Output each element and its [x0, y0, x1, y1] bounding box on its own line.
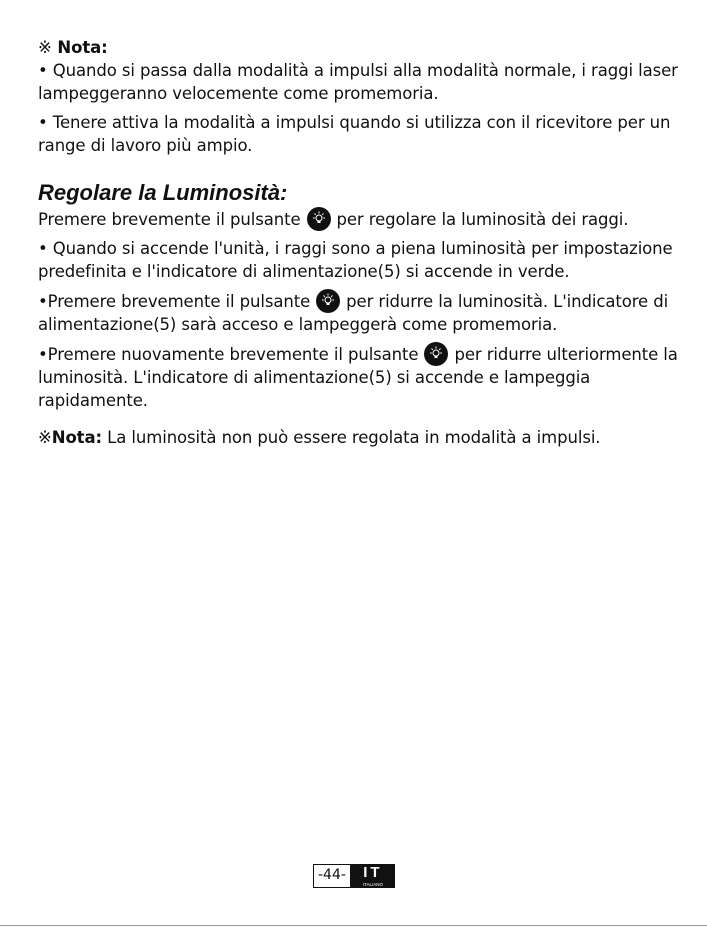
note-marker: ※	[38, 38, 52, 57]
manual-page	[38, 36, 678, 449]
note-2	[38, 426, 678, 449]
brightness-button-icon	[316, 289, 340, 313]
note2-label: Nota:	[51, 428, 102, 447]
language-code: IT	[363, 864, 383, 881]
section-title: Regolare la Luminosità:	[38, 180, 288, 205]
note-heading	[38, 36, 678, 59]
section-bullet-2	[38, 289, 678, 336]
bullet3-before: •Premere nuovamente brevemente il pulsante	[38, 345, 419, 364]
page-footer	[313, 864, 395, 888]
bullet2-after: per ridurre la luminosità. L'indicatore di alimentazione(5) sarà acceso e lampeggerà come promemoria.	[38, 292, 669, 334]
section-bullet-3	[38, 342, 678, 412]
note2-marker: ※	[38, 428, 52, 447]
note-bullet-2: • Tenere attiva la modalità a impulsi quando si utilizza con il ricevitore per un range di lavoro più ampio.	[38, 113, 671, 155]
note-label: Nota:	[57, 38, 108, 57]
bottom-rule	[0, 925, 707, 926]
section-intro	[38, 207, 678, 231]
brightness-button-icon	[307, 207, 331, 231]
page-number: -44-	[313, 864, 351, 888]
section-bullet-1: • Quando si accende l'unità, i raggi sono a piena luminosità per impostazione predefinita e l'indicatore di alimentazione(5) si accende in verde.	[38, 239, 673, 281]
bullet2-before: •Premere brevemente il pulsante	[38, 292, 311, 311]
language-tag	[351, 864, 395, 888]
bullet3-after: per ridurre ulteriormente la luminosità. L'indicatore di alimentazione(5) si accende e lampeggia rapidamente.	[38, 345, 678, 410]
intro-after: per regolare la luminosità dei raggi.	[336, 210, 629, 229]
intro-before: Premere brevemente il pulsante	[38, 210, 301, 229]
language-name: ITALIANO	[362, 882, 383, 887]
note-bullet-1: • Quando si passa dalla modalità a impulsi alla modalità normale, i raggi laser lampeggeranno velocemente come promemoria.	[38, 61, 678, 103]
note2-text: La luminosità non può essere regolata in modalità a impulsi.	[107, 428, 601, 447]
brightness-button-icon	[424, 342, 448, 366]
